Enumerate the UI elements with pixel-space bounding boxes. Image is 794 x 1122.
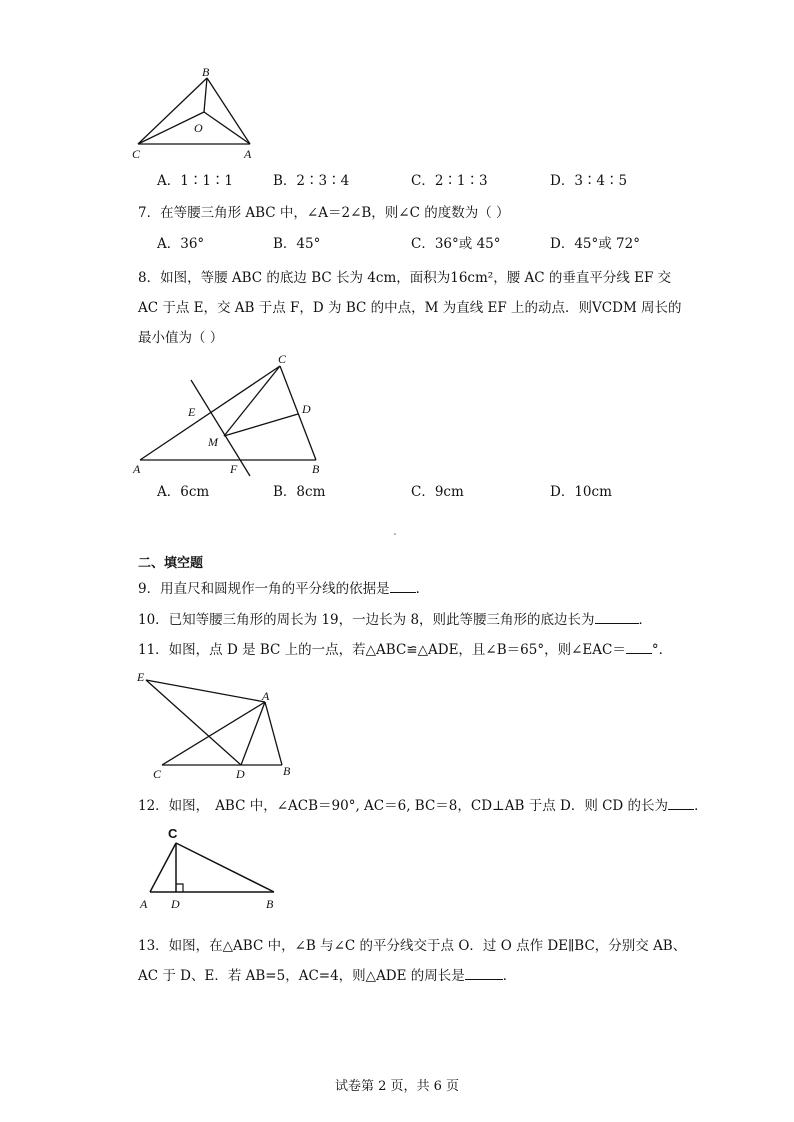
q7-option-c: C．36°或 45° (411, 236, 501, 252)
q11-text: 11．如图，点 D 是 BC 上的一点，若△ABC≌△ADE，且∠B＝65°，则∠EAC＝ (138, 642, 626, 658)
q11-label-c: C (153, 767, 162, 781)
q12-label-c: C (168, 826, 178, 841)
q9-text: 9．用直尺和圆规作一角的平分线的依据是 (138, 581, 390, 597)
q8-option-c: C．9cm (411, 484, 464, 500)
q8-text-line2: AC 于点 E，交 AB 于点 F，D 为 BC 的中点，M 为直线 EF 上的动点．则VCDM 周长的 (138, 300, 682, 316)
q7-option-b: B．45° (273, 236, 321, 252)
q10-text: 10．已知等腰三角形的周长为 19，一边长为 8，则此等腰三角形的底边长为 (138, 612, 595, 628)
q8-label-m: M (208, 435, 218, 449)
q12-text: ABC 中，∠ACB＝90°, AC＝6, BC＝8，CD⊥AB 于点 D．则 CD 的长为 (215, 798, 669, 814)
q8-options (157, 483, 794, 501)
q13-text-line1: 13．如图，在△ABC 中，∠B 与∠C 的平分线交于点 O．过 O 点作 DE∥BC，分别交 AB、 (138, 938, 687, 954)
q11-answer-blank[interactable] (626, 641, 652, 654)
q8-option-b: B．8cm (273, 484, 326, 500)
q13-answer-blank[interactable] (465, 967, 503, 980)
q11-figure (132, 668, 297, 783)
q6-option-b: B．2∶3∶4 (273, 173, 350, 189)
stray-mark (394, 533, 396, 535)
q6-option-c: C．2∶1∶3 (411, 173, 488, 189)
q6-label-a: A (244, 147, 252, 161)
q10 (138, 611, 652, 629)
q11-label-b: B (283, 764, 291, 778)
q12-answer-blank[interactable] (668, 797, 694, 810)
q12-label-a: A (140, 897, 148, 911)
q8-label-b: B (312, 462, 320, 476)
q6-options (157, 172, 794, 190)
q9 (138, 580, 429, 598)
q8-label-a: A (133, 462, 141, 476)
q11-end: °． (651, 642, 673, 658)
q6-label-o: O (194, 121, 203, 135)
q11-label-d: D (236, 767, 245, 781)
q7-option-a: A．36° (157, 236, 205, 252)
q7-options (157, 235, 794, 253)
q7-text: 7．在等腰三角形 ABC 中，∠A＝2∠B，则∠C 的度数为（ ） (138, 205, 510, 221)
q12-figure (132, 822, 292, 912)
q8-label-e: E (188, 405, 196, 419)
q13 (138, 967, 516, 985)
q8-option-a: A．6cm (157, 484, 210, 500)
q11-label-e: E (137, 670, 145, 684)
q11 (138, 641, 672, 659)
q8-text-line3: 最小值为（ ） (138, 330, 224, 346)
q6-label-b: B (202, 65, 210, 79)
q6-label-c: C (132, 147, 141, 161)
q7-option-d: D．45°或 72° (550, 236, 640, 252)
q8-figure (128, 352, 338, 477)
q12-label-b: B (266, 897, 274, 911)
q10-answer-blank[interactable] (595, 611, 639, 624)
q8-label-d: D (302, 402, 311, 416)
q13-text-line2: AC 于 D、E．若 AB=5，AC=4，则△ADE 的周长是 (138, 968, 465, 984)
q9-answer-blank[interactable] (390, 580, 416, 593)
q8-option-d: D．10cm (550, 484, 612, 500)
q8-label-f: F (230, 462, 238, 476)
q6-option-a: A．1∶1∶1 (157, 173, 234, 189)
q11-label-a: A (262, 689, 270, 703)
q9-end: ． (415, 581, 430, 597)
q12-pre: 12．如图， (138, 798, 210, 814)
q10-end: ． (638, 612, 653, 628)
q12-end: ． (694, 798, 708, 814)
q12 (138, 797, 708, 815)
section-fill-in-title: 二、填空题 (138, 556, 204, 571)
q8-label-c: C (278, 352, 287, 366)
q6-figure (128, 64, 268, 160)
page-footer: 试卷第 2 页，共 6 页 (334, 1079, 460, 1094)
q12-label-d: D (171, 897, 180, 911)
q13-end: ． (502, 968, 517, 984)
q8-text-line1: 8．如图，等腰 ABC 的底边 BC 长为 4cm，面积为16cm²，腰 AC 的垂直平分线 EF 交 (138, 270, 672, 286)
q6-option-d: D．3∶4∶5 (550, 173, 628, 189)
